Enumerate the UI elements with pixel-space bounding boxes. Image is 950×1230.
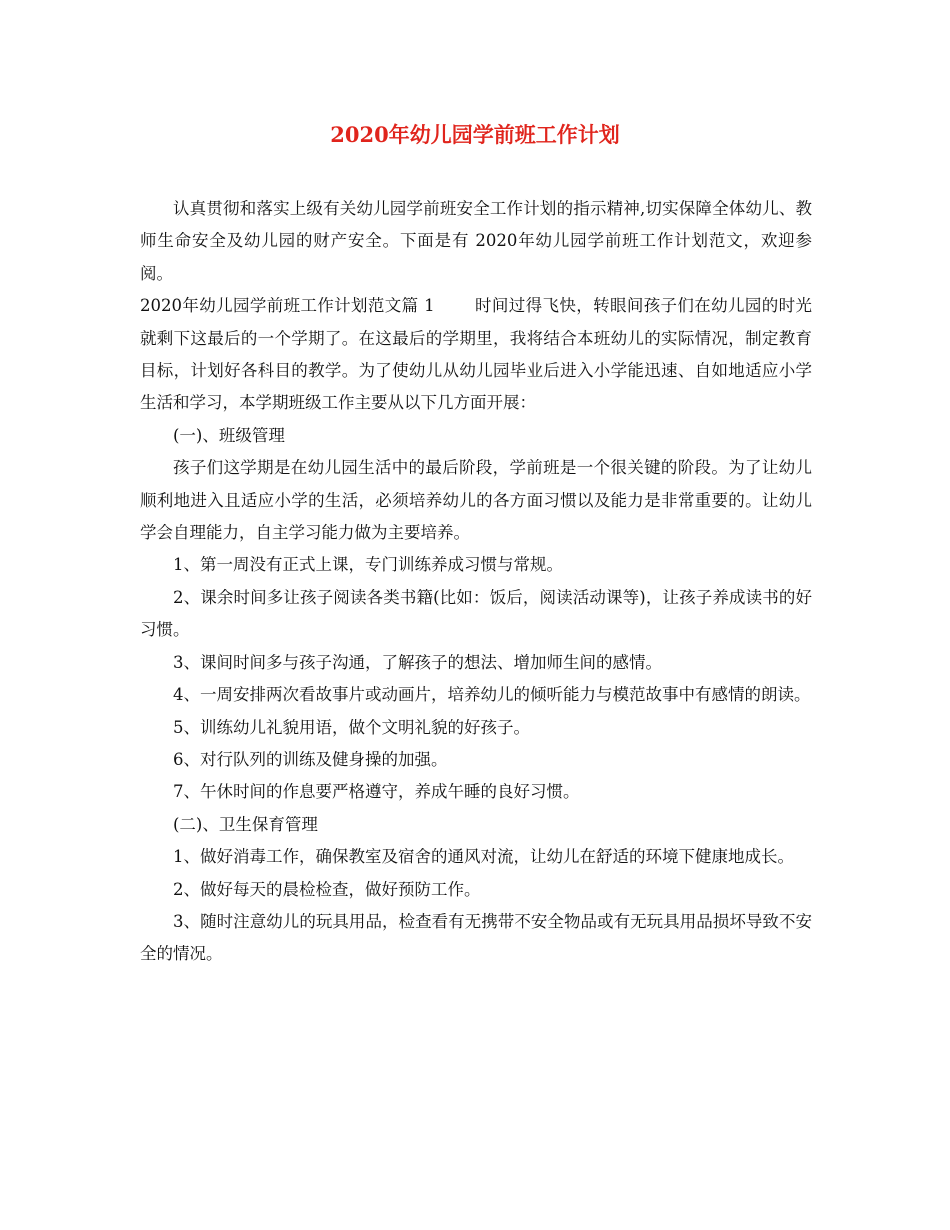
- intro-paragraph: 认真贯彻和落实上级有关幼儿园学前班安全工作计划的指示精神,切实保障全体幼儿、教师生命安全及幼儿园的财产安全。下面是有 2020年幼儿园学前班工作计划范文，欢迎参阅。: [140, 199, 812, 283]
- sample-heading: 2020年幼儿园学前班工作计划范文篇 1: [140, 296, 435, 316]
- list-item: 3、课间时间多与孩子沟通，了解孩子的想法、增加师生间的感情。: [173, 652, 662, 672]
- list-item: 4、一周安排两次看故事片或动画片，培养幼儿的倾听能力与模范故事中有感情的朗读。: [173, 685, 811, 705]
- document-title: 2020年幼儿园学前班工作计划: [330, 122, 620, 147]
- section-heading-class-management: (一)、班级管理: [173, 425, 285, 445]
- list-item: 2、做好每天的晨检检查，做好预防工作。: [173, 879, 481, 899]
- sample-paragraph: [140, 290, 812, 420]
- section-heading-hygiene: (二)、卫生保育管理: [173, 814, 318, 834]
- document-body: [140, 193, 812, 971]
- list-item: 2、课余时间多让孩子阅读各类书籍(比如：饭后，阅读活动课等)，让孩子养成读书的好习惯。: [140, 587, 812, 640]
- sample-intro: 时间过得飞快，转眼间孩子们在幼儿园的时光就剩下这最后的一个学期了。在这最后的学期里，我将结合本班幼儿的实际情况，制定教育目标，计划好各科目的教学。为了使幼儿从幼儿园毕业后进入小学能迅速、自如地适应小学生活和学习，本学期班级工作主要从以下几方面开展：: [140, 296, 813, 413]
- list-item: 1、第一周没有正式上课，专门训练养成习惯与常规。: [173, 555, 563, 575]
- list-item: 7、午休时间的作息要严格遵守，养成午睡的良好习惯。: [173, 782, 580, 802]
- section-intro-class-management: 孩子们这学期是在幼儿园生活中的最后阶段，学前班是一个很关键的阶段。为了让幼儿顺利地进入且适应小学的生活，必须培养幼儿的各方面习惯以及能力是非常重要的。让幼儿学会自理能力，自主学习能力做为主要培养。: [140, 458, 812, 543]
- list-item: 1、做好消毒工作，确保教室及宿舍的通风对流，让幼儿在舒适的环境下健康地成长。: [173, 847, 794, 867]
- list-item: 3、随时注意幼儿的玩具用品，检查看有无携带不安全物品或有无玩具用品损坏导致不安全的情况。: [140, 911, 812, 964]
- list-item: 5、训练幼儿礼貌用语，做个文明礼貌的好孩子。: [173, 717, 530, 737]
- list-item: 6、对行队列的训练及健身操的加强。: [173, 749, 448, 769]
